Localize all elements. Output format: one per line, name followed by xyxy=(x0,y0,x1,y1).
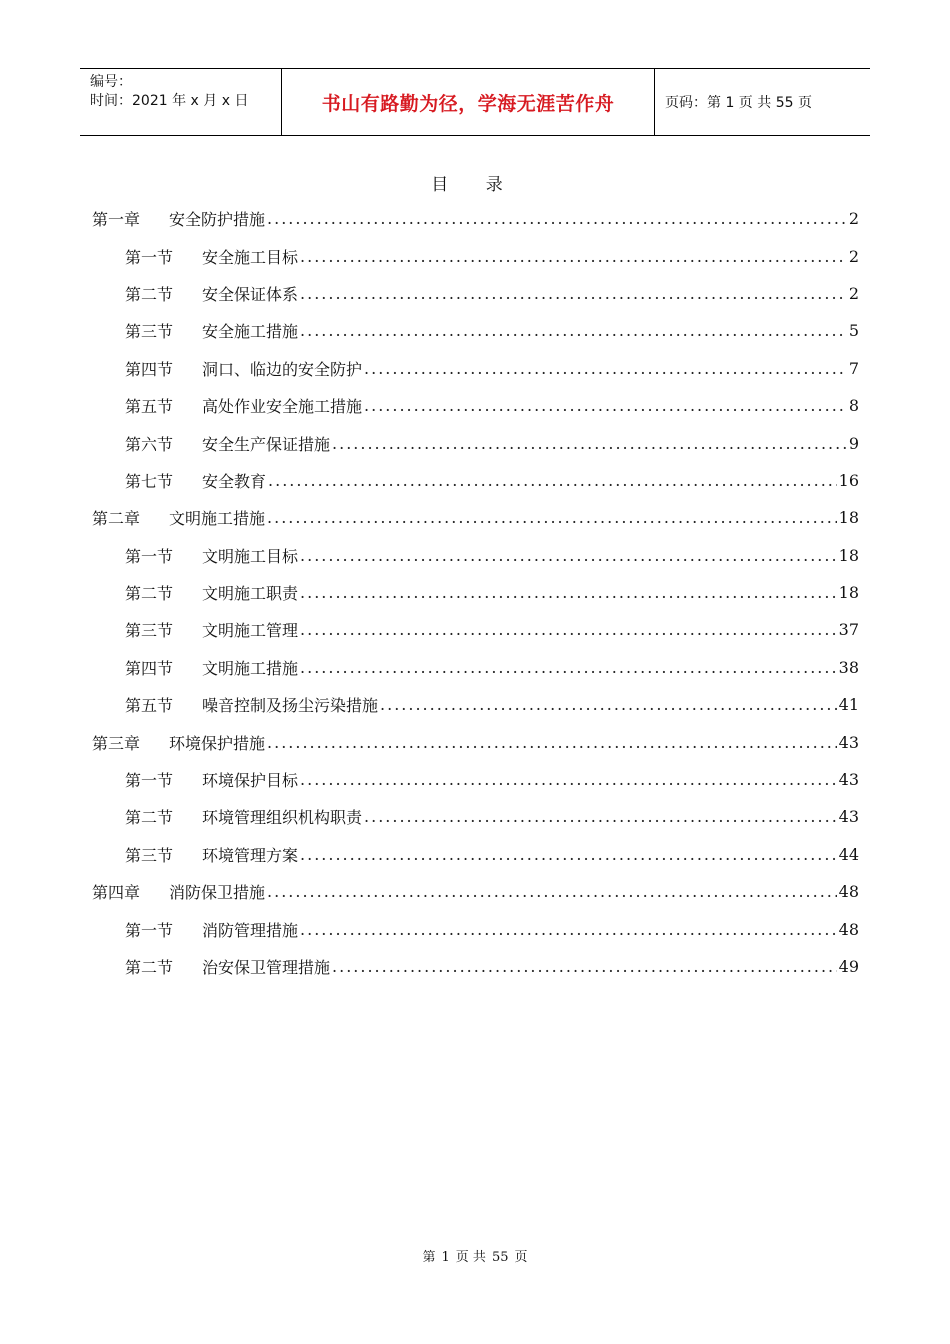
toc-entry-number: 第一节 xyxy=(125,247,174,267)
toc-entry-page: 9 xyxy=(848,433,859,453)
toc-entry-number: 第四节 xyxy=(125,658,174,678)
toc-entry-title: 噪音控制及扬尘污染措施 xyxy=(202,696,379,716)
toc-title: 目 录 xyxy=(431,175,519,195)
toc-entry-page: 43 xyxy=(838,732,859,752)
header-page-info: 页码：第 1 页 共 55 页 xyxy=(665,95,812,111)
toc-entry-page: 48 xyxy=(838,882,859,902)
toc-leader-dots xyxy=(364,359,847,378)
toc-entry-page: 37 xyxy=(838,620,859,640)
header-motto: 书山有路勤为径，学海无涯苦作舟 xyxy=(321,92,615,115)
toc-entry-title: 文明施工措施 xyxy=(169,509,266,529)
toc-leader-dots xyxy=(267,733,837,752)
toc-entry-number: 第六节 xyxy=(125,434,174,454)
toc-entry-title: 洞口、临边的安全防护 xyxy=(202,359,363,379)
toc-leader-dots xyxy=(268,471,837,490)
toc-entry-number: 第五节 xyxy=(125,397,174,417)
toc-section-entry[interactable] xyxy=(92,836,859,873)
toc-section-entry[interactable] xyxy=(92,686,859,723)
toc-entry-page: 44 xyxy=(838,844,859,864)
toc-entry-title: 安全防护措施 xyxy=(169,210,266,230)
toc-entry-number: 第一章 xyxy=(92,210,141,230)
toc-section-entry[interactable] xyxy=(92,350,859,387)
toc-entry-number: 第二章 xyxy=(92,509,141,529)
toc-chapter-entry[interactable] xyxy=(92,499,859,536)
toc-leader-dots xyxy=(300,321,847,340)
toc-entry-title: 安全教育 xyxy=(202,471,267,491)
toc-entry-page: 18 xyxy=(838,583,859,603)
toc-section-entry[interactable] xyxy=(92,237,859,274)
toc-entry-number: 第五节 xyxy=(125,696,174,716)
toc-section-entry[interactable] xyxy=(92,611,859,648)
toc-section-entry[interactable] xyxy=(92,798,859,835)
toc-entry-title: 环境管理组织机构职责 xyxy=(202,808,363,828)
toc-entry-page: 5 xyxy=(848,321,859,341)
document-time-label: 时间：2021 年 x 月 x 日 xyxy=(90,93,249,109)
toc-entry-number: 第二节 xyxy=(125,808,174,828)
toc-entry-page: 48 xyxy=(838,919,859,939)
toc-entry-page: 49 xyxy=(838,957,859,976)
toc-entry-page: 41 xyxy=(838,695,859,715)
toc-chapter-entry[interactable] xyxy=(92,200,859,237)
toc-entry-title: 安全施工目标 xyxy=(202,247,299,267)
toc-entry-page: 2 xyxy=(848,246,859,266)
toc-leader-dots xyxy=(380,695,837,714)
toc-entry-number: 第三章 xyxy=(92,733,141,753)
toc-entry-number: 第二节 xyxy=(125,284,174,304)
toc-leader-dots xyxy=(364,807,837,826)
toc-section-entry[interactable] xyxy=(92,948,859,985)
footer-suffix: 页 xyxy=(514,1250,528,1265)
toc-section-entry[interactable] xyxy=(92,761,859,798)
toc-entry-title: 文明施工职责 xyxy=(202,584,299,604)
toc-leader-dots xyxy=(300,284,847,303)
page-footer xyxy=(0,1246,950,1265)
toc-section-entry[interactable] xyxy=(92,910,859,947)
toc-entry-title: 安全保证体系 xyxy=(202,284,299,304)
footer-current-page: 1 xyxy=(441,1250,450,1265)
toc-entry-title: 文明施工措施 xyxy=(202,658,299,678)
toc-section-entry[interactable] xyxy=(92,275,859,312)
toc-leader-dots xyxy=(300,845,837,864)
footer-prefix: 第 xyxy=(422,1250,436,1265)
toc-section-entry[interactable] xyxy=(92,387,859,424)
toc-entry-number: 第三节 xyxy=(125,621,174,641)
document-number-label: 编号： xyxy=(90,74,132,90)
toc-entry-title: 环境保护目标 xyxy=(202,771,299,791)
toc-section-entry[interactable] xyxy=(92,649,859,686)
header-page-cell xyxy=(655,69,870,135)
toc-entry-title: 治安保卫管理措施 xyxy=(202,958,331,977)
toc-leader-dots xyxy=(364,396,847,415)
table-of-contents xyxy=(92,200,859,985)
toc-leader-dots xyxy=(267,209,847,228)
toc-section-entry[interactable] xyxy=(92,312,859,349)
toc-chapter-entry[interactable] xyxy=(92,723,859,760)
toc-entry-page: 16 xyxy=(838,470,859,490)
toc-entry-title: 高处作业安全施工措施 xyxy=(202,397,363,417)
toc-section-entry[interactable] xyxy=(92,574,859,611)
toc-entry-title: 消防保卫措施 xyxy=(169,883,266,903)
toc-entry-title: 环境管理方案 xyxy=(202,845,299,865)
toc-leader-dots xyxy=(300,770,837,789)
header-motto-cell xyxy=(282,69,655,135)
toc-entry-number: 第一节 xyxy=(125,546,174,566)
toc-chapter-entry[interactable] xyxy=(92,873,859,910)
toc-entry-title: 文明施工管理 xyxy=(202,621,299,641)
toc-leader-dots xyxy=(300,583,837,602)
toc-leader-dots xyxy=(267,882,837,901)
toc-entry-page: 18 xyxy=(838,508,859,528)
toc-entry-title: 安全施工措施 xyxy=(202,322,299,342)
toc-entry-number: 第七节 xyxy=(125,471,174,491)
toc-entry-title: 文明施工目标 xyxy=(202,546,299,566)
toc-entry-title: 安全生产保证措施 xyxy=(202,434,331,454)
toc-entry-number: 第四章 xyxy=(92,883,141,903)
toc-entry-page: 2 xyxy=(848,283,859,303)
toc-entry-title: 环境保护措施 xyxy=(169,733,266,753)
toc-entry-page: 8 xyxy=(848,396,859,416)
toc-leader-dots xyxy=(300,546,837,565)
toc-entry-page: 7 xyxy=(848,358,859,378)
toc-entry-page: 2 xyxy=(848,209,859,229)
toc-entry-number: 第三节 xyxy=(125,845,174,865)
toc-section-entry[interactable] xyxy=(92,537,859,574)
toc-entry-page: 18 xyxy=(838,545,859,565)
toc-entry-page: 43 xyxy=(838,807,859,827)
toc-entry-page: 43 xyxy=(838,770,859,790)
footer-total-pages: 55 xyxy=(491,1250,509,1265)
toc-entry-number: 第二节 xyxy=(125,584,174,604)
toc-leader-dots xyxy=(300,658,837,677)
toc-section-entry[interactable] xyxy=(92,462,859,499)
toc-entry-number: 第二节 xyxy=(125,958,174,977)
toc-entry-number: 第一节 xyxy=(125,771,174,791)
toc-section-entry[interactable] xyxy=(92,424,859,461)
toc-leader-dots xyxy=(332,434,847,453)
toc-entry-page: 38 xyxy=(838,657,859,677)
toc-leader-dots xyxy=(267,508,837,527)
toc-leader-dots xyxy=(300,920,837,939)
page-header xyxy=(80,68,870,136)
toc-entry-number: 第四节 xyxy=(125,359,174,379)
toc-leader-dots xyxy=(300,620,837,639)
toc-entry-title: 消防管理措施 xyxy=(202,920,299,940)
footer-mid: 页 共 xyxy=(455,1250,486,1265)
toc-leader-dots xyxy=(332,957,837,976)
toc-entry-number: 第三节 xyxy=(125,322,174,342)
toc-leader-dots xyxy=(300,247,847,266)
header-meta-cell xyxy=(80,69,282,135)
toc-entry-number: 第一节 xyxy=(125,920,174,940)
